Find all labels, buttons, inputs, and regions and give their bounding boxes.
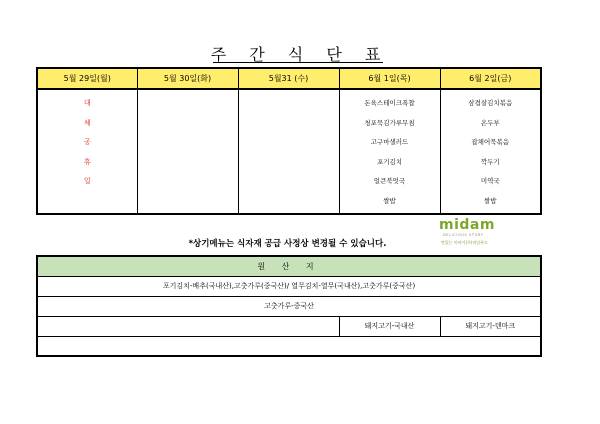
origin-pork-denmark: 돼지고기-덴마크 [440,316,541,336]
origin-table [36,255,542,357]
origin-row [37,296,541,316]
list-item: 깍두기 [480,157,500,166]
menu-cell-fri [440,89,541,214]
day-header-mon: 5월 29일(월) [37,68,137,89]
origin-row [37,316,541,336]
list-item: 쌀밥 [483,196,497,205]
origin-row [37,276,541,296]
origin-empty [37,316,339,336]
list-item: 청포묵김가루무침 [364,118,415,127]
list-item: 쌀밥 [383,196,396,205]
menu-change-notice: *상기메뉴는 식자재 공급 사정상 변경될 수 있습니다. [188,239,387,249]
weekly-menu-table [36,67,542,215]
menu-row [37,89,541,214]
title-underline [213,62,383,63]
list-item: 대 [83,99,91,107]
day-header-thu: 6월 1일(목) [339,68,440,89]
list-item: 일 [83,177,91,186]
list-item: 미역국 [480,177,500,186]
origin-row [37,336,541,356]
origin-pork-domestic: 돼지고기-국내산 [339,316,440,336]
list-item: 공 [83,138,91,147]
list-item: 온두부 [480,118,500,127]
origin-kimchi: 포기김치-배추(국내산),고춧가루(중국산)/ 열무김치-열무(국내산),고춧가루(중국산) [37,276,541,296]
holiday-list [38,90,137,192]
origin-empty-row [37,336,541,356]
origin-chili: 고춧가루-중국산 [37,296,541,316]
menu-cell-tue [137,89,238,214]
day-header-fri: 6월 2일(금) [440,68,541,89]
menu-list-fri [441,90,541,212]
list-item: 체 [83,118,91,127]
day-header-tue: 5월 30일(화) [137,68,238,89]
logo-company-name: 맛있는 이야기(주)미담푸드 [441,240,488,245]
menu-cell-thu [339,89,440,214]
list-item: 삼겹살김치볶음 [468,99,513,107]
origin-header-row [37,256,541,276]
menu-cell-wed [238,89,339,214]
list-item: 휴 [83,157,91,166]
day-header-wed: 5월31 (수) [238,68,339,89]
origin-header: 원 산 지 [37,256,541,276]
menu-list-thu [340,90,440,212]
logo-tagline: DELICIOUS STORY [443,233,484,237]
menu-cell-mon [37,89,137,214]
list-item: 잡채어묵볶음 [471,138,510,147]
page-title: 주 간 식 단 표 [210,45,390,64]
list-item: 얼큰북엇국 [373,177,406,186]
logo-wordmark: midam [439,217,495,233]
list-item: 돈육스테이크폭찹 [364,99,415,107]
list-item: 고구마샐러드 [370,138,409,147]
day-header-row [37,68,541,89]
list-item: 포기김치 [376,157,403,166]
